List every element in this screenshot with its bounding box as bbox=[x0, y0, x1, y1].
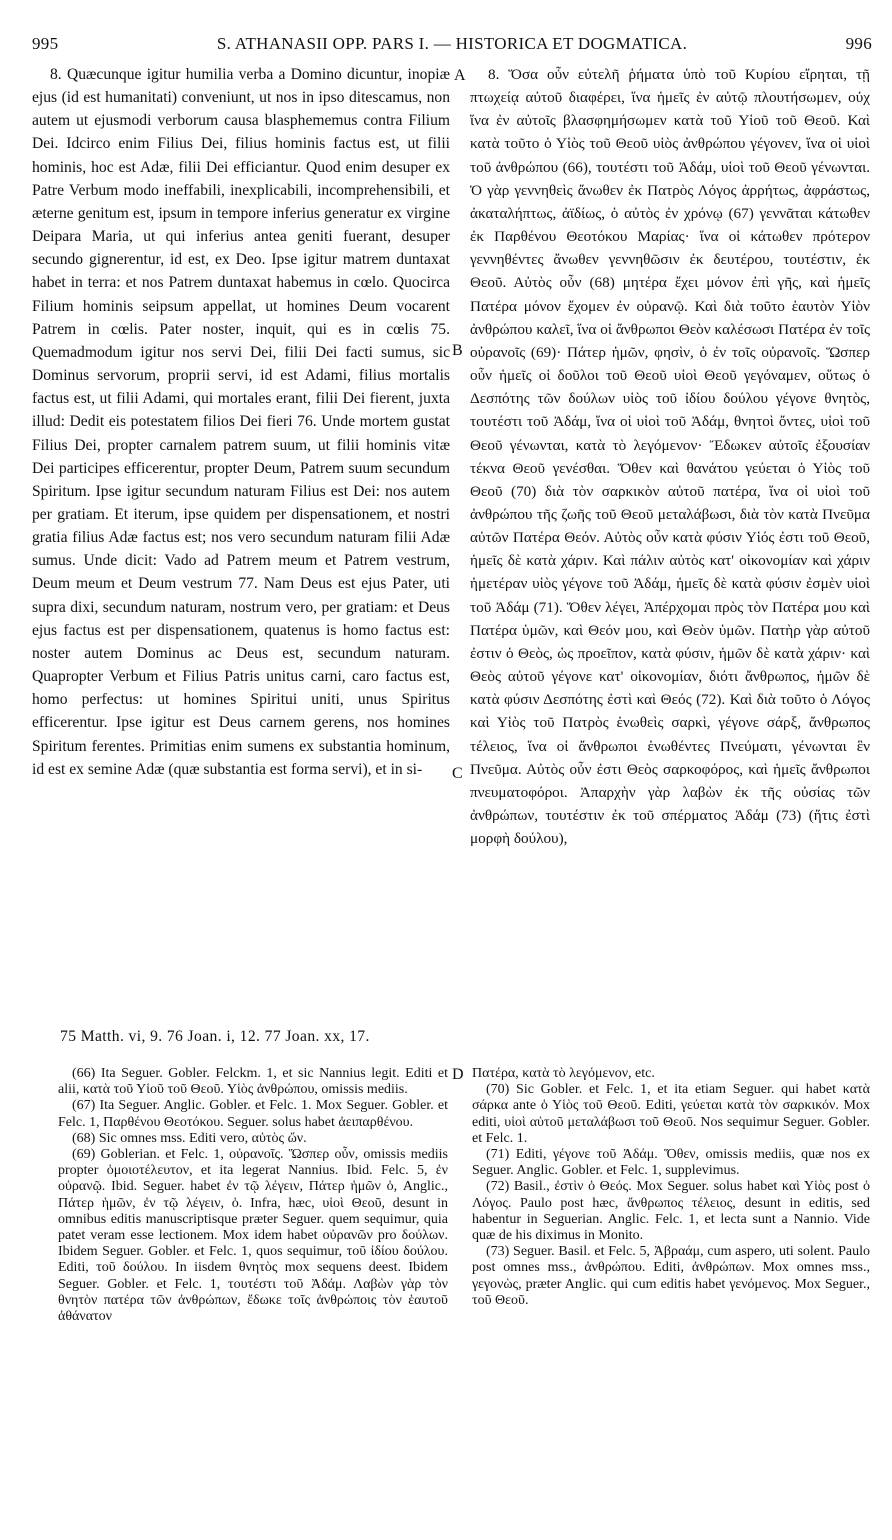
margin-marker-c: C bbox=[452, 765, 463, 782]
margin-marker-b: B bbox=[452, 342, 463, 359]
note-70: (70) Sic Gobler. et Felc. 1, et ita etiam Seguer. qui habet κατὰ σάρκα ante ὁ Υἱὸς τοῦ Θεοῦ. Editi, γεύεται κατὰ τὸν σαρκικόν. Mox editi, υἱοὶ αὐτοῦ μεταλάβωσι τοῦ Θεοῦ. Nos sequimur Seguer. Gobler. et Felc. 1. bbox=[472, 1082, 870, 1146]
note-72: (72) Basil., ἐστὶν ὁ Θεός. Mox Seguer. solus habet καὶ Υἱὸς post ὁ Λόγος. Paulo post hæc, ἄνθρωπος τέλειος, desunt in editis, sed habentur in Seguerian. Anglic. Felc. 1, et lecta sunt a Nannio. Vide quæ de his diximus in Monito. bbox=[472, 1179, 870, 1244]
greek-paragraph: 8. Ὅσα οὖν εὐτελῆ ῥήματα ὑπὸ τοῦ Κυρίου εἴρηται, τῇ πτωχείᾳ αὐτοῦ διαφέρει, ἵνα ἡμεῖς ἐν αὐτῷ πλουτήσωμεν, οὐχ ἵνα ἐν αὐτοῖς βλασφημήσωμεν κατὰ τοῦ Υἱοῦ τοῦ Θεοῦ. Καὶ κατὰ τοῦτο ὁ Υἱὸς τοῦ Θεοῦ υἱὸς ἀνθρώπου γέγονεν, ἵνα οἱ υἱοὶ τοῦ ἀνθρώπου (66), τουτέστι τοῦ Ἀδάμ, υἱοὶ τοῦ Θεοῦ γένωνται. Ὁ γὰρ γεννηθεὶς ἄνωθεν ἐκ Πατρὸς Λόγος ἀρρήτως, ἀφράστως, ἀκαταλήπτως, ἀϊδίως, ὁ αὐτὸς ἐν χρόνῳ (67) γεννᾶται κάτωθεν ἐκ Παρθένου Θεοτόκου Μαρίας· ἵνα οἱ κάτωθεν πρότερον γεννηθέντες ἄνωθεν γεννηθῶσιν ἐκ δευτέρου, τουτέστιν, ἐκ Θεοῦ. Αὐτὸς οὖν (68) μητέρα ἔχει μόνον ἐπὶ γῆς, καὶ ἡμεῖς Πατέρα μόνον ἔχομεν ἐν οὐρανῷ. Καὶ διὰ τοῦτο ἑαυτὸν Υἱὸν ἀνθρώπου καλεῖ, ἵνα οἱ ἄνθρωποι Θεὸν καλέσωσι Πατέρα ἐν τοῖς οὐρανοῖς (69)· Πάτερ ἡμῶν, φησὶν, ὁ ἐν τοῖς οὐρανοῖς. Ὥσπερ οὖν ἡμεῖς οἱ δοῦλοι τοῦ Θεοῦ υἱοὶ Θεοῦ γεγόναμεν, οὕτως ὁ Δεσπότης τῶν δούλων υἱὸς τοῦ ἰδίου δούλου γέγονε θνητὸς, τουτέστι τοῦ Ἀδάμ, ἵνα οἱ υἱοὶ τοῦ Ἀδάμ, θνητοὶ ὄντες, υἱοὶ τοῦ Θεοῦ γένωνται, κατὰ τὸ λεγόμενον· Ἔδωκεν αὐτοῖς ἐξουσίαν τέκνα Θεοῦ γενέσθαι. Ὅθεν καὶ θανάτου γεύεται ὁ Υἱὸς τοῦ Θεοῦ (70) διὰ τὸν σαρκικὸν αὐτοῦ πατέρα, ἵνα οἱ υἱοὶ τοῦ ἀνθρώπου τῆς ζωῆς τοῦ Θεοῦ μεταλάβωσι, διὰ τὸν κατὰ Πνεῦμα αὐτῶν Πατέρα Θεόν. Αὐτὸς οὖν κατὰ φύσιν Υἱός ἐστι τοῦ Θεοῦ, ἡμεῖς δὲ κατὰ χάριν. Καὶ πάλιν αὐτὸς κατ' οἰκονομίαν καὶ χάριν ἡμετέραν υἱὸς γέγονε τοῦ Ἀδάμ, ἡμεῖς δὲ κατὰ φύσιν ἐσμὲν υἱοὶ τοῦ Ἀδάμ (71). Ὅθεν λέγει, Ἀπέρχομαι πρὸς τὸν Πατέρα μου καὶ Πατέρα ὑμῶν, καὶ Θεόν μου, καὶ Θεὸν ὑμῶν. Πατὴρ γὰρ αὐτοῦ ἐστιν ὁ Θεὸς, ὡς προεῖπον, κατὰ φύσιν, ἡμῶν δὲ κατὰ χάριν· καὶ Θεὸς αὐτοῦ γέγονε κατ' οἰκονομίαν, διότι ἄνθρωπος, ἡμῶν δὲ κατὰ φύσιν Δεσπότης ἐστὶ καὶ Θεός (72). Καὶ διὰ τοῦτο ὁ Λόγος καὶ Υἱὸς τοῦ Πατρὸς ἑνωθεὶς σαρκὶ, γέγονε σάρξ, ἄνθρωπος τέλειος, ἵνα οἱ ἄνθρωποι ἑνωθέντες Πνεύματι, γένωνται ἓν Πνεῦμα. Αὐτὸς οὖν ἐστι Θεὸς σαρκοφόρος, καὶ ἡμεῖς ἄνθρωποι πνευματοφόροι. Ἀπαρχὴν γὰρ λαβὼν ἐκ τῆς οὐσίας τῶν ἀνθρώπων, τουτέστιν ἐκ τοῦ σπέρματος Ἀδάμ (73) (ἥτις ἐστὶ μορφὴ δούλου), bbox=[470, 66, 870, 848]
page-header bbox=[32, 34, 872, 56]
margin-marker-a: A bbox=[454, 67, 466, 84]
latin-column bbox=[32, 63, 450, 781]
note-69: (69) Goblerian. et Felc. 1, οὐρανοῖς. Ὥσπερ οὖν, omissis mediis propter ὁμοιοτέλευτον, et ita legerat Nannius. Ibid. Felc. 5, ἐν οὐρανῷ. Ibid. Seguer. habet ἐν τῷ λέγειν, Πάτερ ἡμῶν ὁ, Anglic., Πάτερ ἡμῶν, ἐν τῷ λέγειν, ὁ. Infra, hæc, υἱοὶ Θεοῦ, desunt in omnibus editis manuscriptisque præter Seguer. quem sequimur, quia patet veram esse lectionem. Mox idem habet οὐρανῶν pro δούλων. Ibidem Seguer. Gobler. et Felc. 1, quos sequimur, τοῦ ἰδίου δούλου. Editi, τοῦ δούλου. In iisdem θνητὸς mox sequens deest. Ibidem Seguer. Gobler. et Felc. 1, τουτέστι τοῦ Ἀδάμ. Λαβὼν γὰρ τὸν θνητὸν πατέρα τῶν ἀνθρώπων, ἔδωκε τοῖς ἀνθρώποις τὸν ἑαυτοῦ ἀθάνατον bbox=[58, 1147, 448, 1325]
notes-right-column bbox=[472, 1066, 870, 1309]
page-number-right: 996 bbox=[845, 34, 872, 53]
page-number-left: 995 bbox=[32, 34, 59, 53]
scripture-references: 75 Matth. vi, 9. 76 Joan. i, 12. 77 Joan. xx, 17. bbox=[60, 1028, 370, 1045]
note-68: (68) Sic omnes mss. Editi vero, αὐτὸς ὤν. bbox=[72, 1130, 307, 1146]
note-69-continued: Πατέρα, κατὰ τὸ λεγόμενον, etc. bbox=[472, 1066, 655, 1081]
greek-column bbox=[470, 63, 870, 850]
note-71: (71) Editi, γέγονε τοῦ Ἀδάμ. Ὅθεν, omissis mediis, quæ nos ex Seguer. Anglic. Gobler. et Felc. 1, supplevimus. bbox=[472, 1147, 870, 1179]
latin-paragraph: 8. Quæcunque igitur humilia verba a Domino dicuntur, inopiæ ejus (id est humanitati) conveniunt, ut nos in ipso ditescamus, non autem ut ejusmodi verborum causa blasphememus contra Filium Dei. Idcirco enim Filius Dei, filius hominis factus est, ut filii hominis, hoc est Adæ, filii Dei efficiantur. Quod enim desuper ex Patre Verbum modo ineffabili, inexplicabili, incomprehensibili, et æterne genitum est, ipsum in tempore inferius generatur ex virgine Deipara Maria, ut qui inferius antea geniti fuerant, desuper secundo gignerentur, id est, ex Deo. Ipse igitur matrem duntaxat habet in terra: et nos Patrem duntaxat habemus in cœlo. Quocirca Filium hominis seipsum appellat, ut homines Deum vocarent Patrem in cœlis. Pater noster, inquit, qui es in cœlis 75. Quemadmodum igitur nos servi Dei, filii Dei facti sumus, sic Dominus servorum, proprii servi, id est Adami, filius mortalis factus est, ut filii Adami, qui mortales erant, filii Dei fierent, juxta illud: Dedit eis potestatem filios Dei fieri 76. Unde mortem gustat Filius Dei, propter carnalem patrem suum, ut filii hominis vitæ Dei participes efficerentur, propter Deum, Patrem suum secundum Spiritum. Ipse igitur secundum naturam Filius est Dei: nos autem per gratiam. Et iterum, ipse quidem per dispensationem, et nostri gratia filius Adæ factus est; nos vero secundum naturam filii Adæ sumus. Unde dicit: Vado ad Patrem meum et Patrem vestrum, Deum meum et Deum vestrum 77. Nam Deus est ejus Pater, uti supra dixi, secundum naturam, nostrum vero, per gratiam: et Deus ejus factus est per dispensationem, quatenus is homo factus est: noster autem Dominus ac Deus est, secundum naturam. Quapropter Verbum et Filius Patris unitus carni, caro factus est, homo perfectus: ut homines Spiritui uniti, unus Spiritus efficerentur. Ipse igitur est Deus carnem gerens, nos homines Spiritum ferentes. Primitias enim sumens ex substantia hominum, id est ex semine Adæ (quæ substantia est forma servi), et in si- bbox=[32, 66, 450, 778]
running-title: S. ATHANASII OPP. PARS I. — HISTORICA ET DOGMATICA. bbox=[216, 34, 688, 53]
note-66: (66) Ita Seguer. Gobler. Felckm. 1, et sic Nannius legit. Editi et alii, κατὰ τοῦ Υἱοῦ τοῦ Θεοῦ. Υἱὸς ἀνθρώπου, omissis mediis. bbox=[58, 1066, 448, 1098]
note-73: (73) Seguer. Basil. et Felc. 5, Ἀβραάμ, cum aspero, uti solent. Paulo post omnes mss., ἀνθρώπου. Editi, ἀνθρώπων. Mox omnes mss., γεγονὼς, præter Anglic. qui cum editis habet γενόμενος. Mox Seguer., τοῦ Θεοῦ. bbox=[472, 1244, 870, 1308]
margin-marker-d: D bbox=[452, 1066, 464, 1083]
note-67: (67) Ita Seguer. Anglic. Gobler. et Felc. 1. Mox Seguer. Gobler. et Felc. 1, Παρθένου Θεοτόκου. Seguer. solus habet ἀειπαρθένου. bbox=[58, 1098, 448, 1130]
notes-left-column bbox=[58, 1066, 448, 1325]
